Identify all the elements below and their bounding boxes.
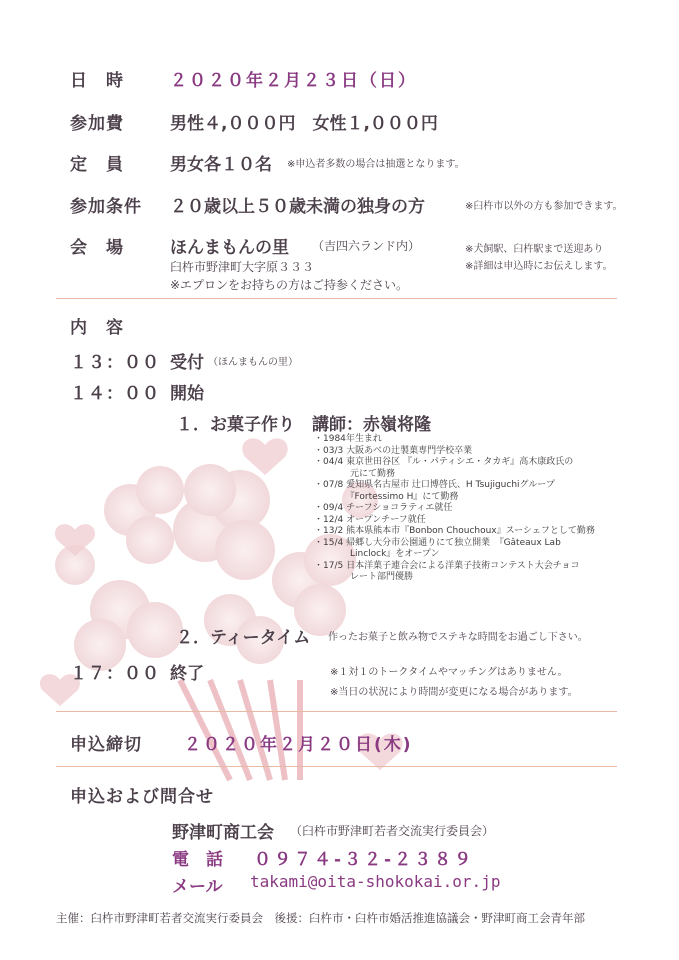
- fee-value: 男性４,０００円 女性１,０００円: [170, 114, 438, 134]
- content-label: 内 容: [70, 318, 124, 338]
- deadline-value: ２０２０年２月２０日(木): [184, 735, 413, 755]
- tel-label: 電 話: [172, 850, 223, 870]
- venue-label: 会 場: [70, 238, 124, 258]
- event-2: 開始: [170, 384, 204, 404]
- capacity-label: 定 員: [70, 155, 124, 175]
- mail-address[interactable]: takami@oita-shokokai.or.jp: [250, 872, 501, 891]
- contact-org: 野津町商工会: [172, 823, 274, 843]
- bio-line: ・07/8 愛知県名古屋市 辻口博啓氏、H Tsujiguchiグループ: [314, 480, 555, 490]
- deadline-label: 申込締切: [70, 735, 142, 755]
- bio-line: ・1984年生まれ: [314, 434, 382, 444]
- venue-note-1: ※犬飼駅、臼杵駅まで送迎あり: [465, 244, 604, 255]
- bio-line: ・09/4 チーフショコラティエ就任: [314, 503, 453, 513]
- footer-sponsors: 主催：臼杵市野津町若者交流実行委員会 後援：臼杵市・臼杵市婚活推進協議会・野津町商工会青年部: [56, 911, 585, 925]
- bio-line: Linclock』をオープン: [314, 549, 440, 559]
- time-2: １４：００: [70, 384, 160, 404]
- lecturer-name: 講師：赤嶺将隆: [312, 415, 431, 435]
- bio-line: ・17/5 日本洋菓子連合会による洋菓子技術コンテスト大会チョコ: [314, 560, 580, 571]
- condition-label: 参加条件: [70, 197, 142, 217]
- bio-line: ・13/2 熊本県熊本市『Bonbon Chouchoux』スーシェフとして勤務: [314, 526, 595, 536]
- venue-sub: （吉四六ランド内）: [312, 239, 421, 253]
- bio-line: ・12/4 オープンチーフ就任: [314, 514, 426, 525]
- fee-label: 参加費: [70, 114, 124, 134]
- date-value: ２０２０年２月２３日（日）: [170, 71, 417, 91]
- divider: [56, 298, 617, 299]
- lecturer-bio: [314, 434, 654, 584]
- event-1-sub: （ほんまもんの里）: [208, 357, 298, 368]
- venue-name: ほんまもんの里: [170, 238, 289, 258]
- tea-time-note: 作ったお菓子と飲み物でステキな時間をお過ごし下さい。: [328, 632, 588, 643]
- event-1: 受付: [170, 353, 204, 373]
- divider: [56, 766, 617, 767]
- bio-line: レート部門優勝: [314, 572, 414, 582]
- venue-address: 臼杵市野津町大字原３３３: [170, 260, 315, 274]
- bio-line: ・15/4 帰郷し大分市公園通りにて独立開業 『Gâteaux Lab: [314, 537, 561, 548]
- bio-line: 元にて勤務: [314, 468, 396, 479]
- condition-value: ２０歳以上５０歳未満の独身の方: [170, 197, 425, 217]
- capacity-note: ※申込者多数の場合は抽選となります。: [287, 159, 465, 170]
- contact-org-sub: （臼杵市野津町若者交流実行委員会）: [290, 824, 495, 838]
- bio-line: ・03/3 大阪あべの辻製菓専門学校卒業: [314, 445, 473, 456]
- event-3: 終了: [170, 664, 204, 684]
- venue-note-2: ※詳細は申込時にお伝えします。: [465, 261, 613, 272]
- capacity-value: 男女各１０名: [170, 155, 272, 175]
- condition-note: ※臼杵市以外の方も参加できます。: [465, 201, 623, 212]
- contact-label: 申込および問合せ: [70, 787, 214, 807]
- time-1: １３：００: [70, 353, 160, 373]
- tel-number[interactable]: ０９７４-３２-２３８９: [254, 850, 475, 870]
- mail-label: メール: [172, 877, 223, 897]
- end-note-2: ※当日の状況により時間が変更になる場合があります。: [330, 687, 578, 698]
- item-confectionery: １．お菓子作り: [176, 415, 295, 435]
- divider: [56, 711, 617, 712]
- item-tea-time: ２．ティータイム: [176, 628, 311, 648]
- date-label: 日 時: [70, 71, 124, 91]
- apron-note: ※エプロンをお持ちの方はご持参ください。: [170, 278, 409, 292]
- bio-line: 『Fortessimo H』にて勤務: [314, 491, 459, 502]
- bio-line: ・04/4 東京世田谷区 『ル・パティシエ・タカギ』高木康政氏の: [314, 457, 574, 467]
- end-note-1: ※１対１のトークタイムやマッチングはありません。: [330, 667, 568, 678]
- time-3: １７：００: [70, 664, 160, 684]
